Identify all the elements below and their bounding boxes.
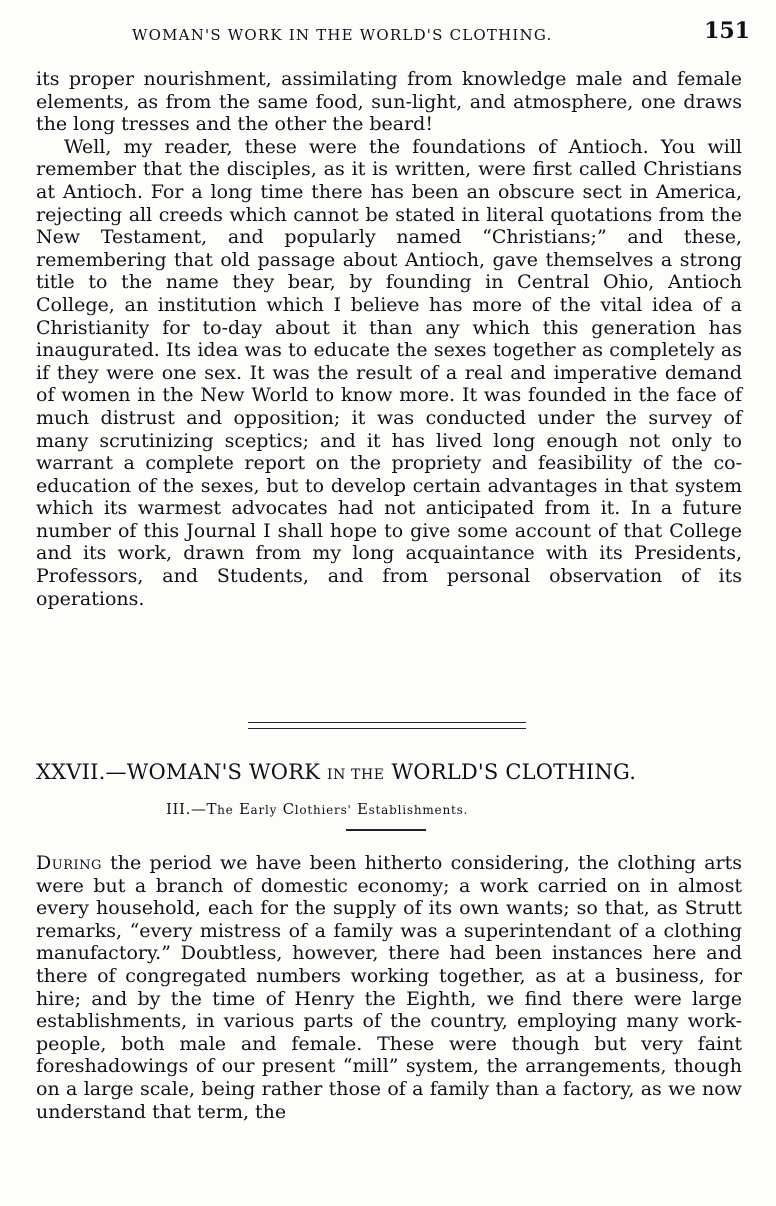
section-title <box>36 760 742 784</box>
paragraph-lead: its proper nourishment, assimilating from knowledge male and female elements, as from the same food, sun-light, and atmosphere, one draws the long tresses and the other the beard! <box>36 68 742 136</box>
section-divider-top <box>248 722 526 723</box>
section-title-part1: WOMAN'S WORK <box>126 760 321 784</box>
section-number: XXVII.— <box>36 760 127 784</box>
section-title-part2: WORLD'S CLOTHING. <box>391 760 637 784</box>
section-subtitle: III.—The Early Clothiers' Establishments. <box>166 800 469 818</box>
paragraph-body: Well, my reader, these were the foundations of Antioch. You will remember that the disciples, as it is written, were first called Christians at Antioch. For a long time there has been an obscure sect in America, rejecting all creeds which cannot be stated in literal quotations from the New Testament, and popularly named “Christians;” and these, remembering that old passage about Antioch, gave themselves a strong title to the name they bear, by founding in Central Ohio, Antioch College, an institution which I believe has more of the vital idea of a Christianity for to-day about it than any which this generation has inaugurated. Its idea was to educate the sexes together as completely as if they were one sex. It was the result of a real and imperative demand of women in the New World to know more. It was founded in the face of much distrust and opposition; it was conducted under the survey of many scrutinizing sceptics; and it has lived long enough not only to warrant a complete report on the propriety and feasibility of the co-education of the sexes, but to develop certain advantages in that system which its warmest advocates had not anticipated from it. In a future number of this Journal I shall hope to give some account of that College and its work, drawn from my long acquaintance with its Presidents, Professors, and Students, and from personal observation of its operations. <box>36 135 742 610</box>
paragraph-antioch <box>36 68 742 610</box>
section-title-small: IN THE <box>327 767 385 783</box>
page-header <box>36 18 752 48</box>
subtitle-number: III.— <box>166 800 207 818</box>
page-number: 151 <box>704 18 750 44</box>
section-divider-bottom <box>248 728 526 729</box>
opening-word: During <box>36 852 102 874</box>
running-head: WOMAN'S WORK IN THE WORLD'S CLOTHING. <box>132 26 553 44</box>
subtitle-rule <box>346 829 426 831</box>
paragraph-body: the period we have been hitherto considering, the clothing arts were but a branch of domestic economy; a work carried on in almost every household, each for the supply of its own wants; so that, as Strutt remarks, “every mistress of a family was a superintendant of a clothing manufactory.” Doubtless, however, there had been instances here and there of congregated numbers working together, as at a business, for hire; and by the time of Henry the Eighth, we find there were large establishments, in various parts of the country, employing many work-people, both male and female. These were though but very faint foreshadowings of our present “mill” system, the arrangements, though on a large scale, being rather those of a family than a factory, as we now understand that term, the <box>36 852 742 1123</box>
paragraph-clothiers <box>36 852 742 1123</box>
